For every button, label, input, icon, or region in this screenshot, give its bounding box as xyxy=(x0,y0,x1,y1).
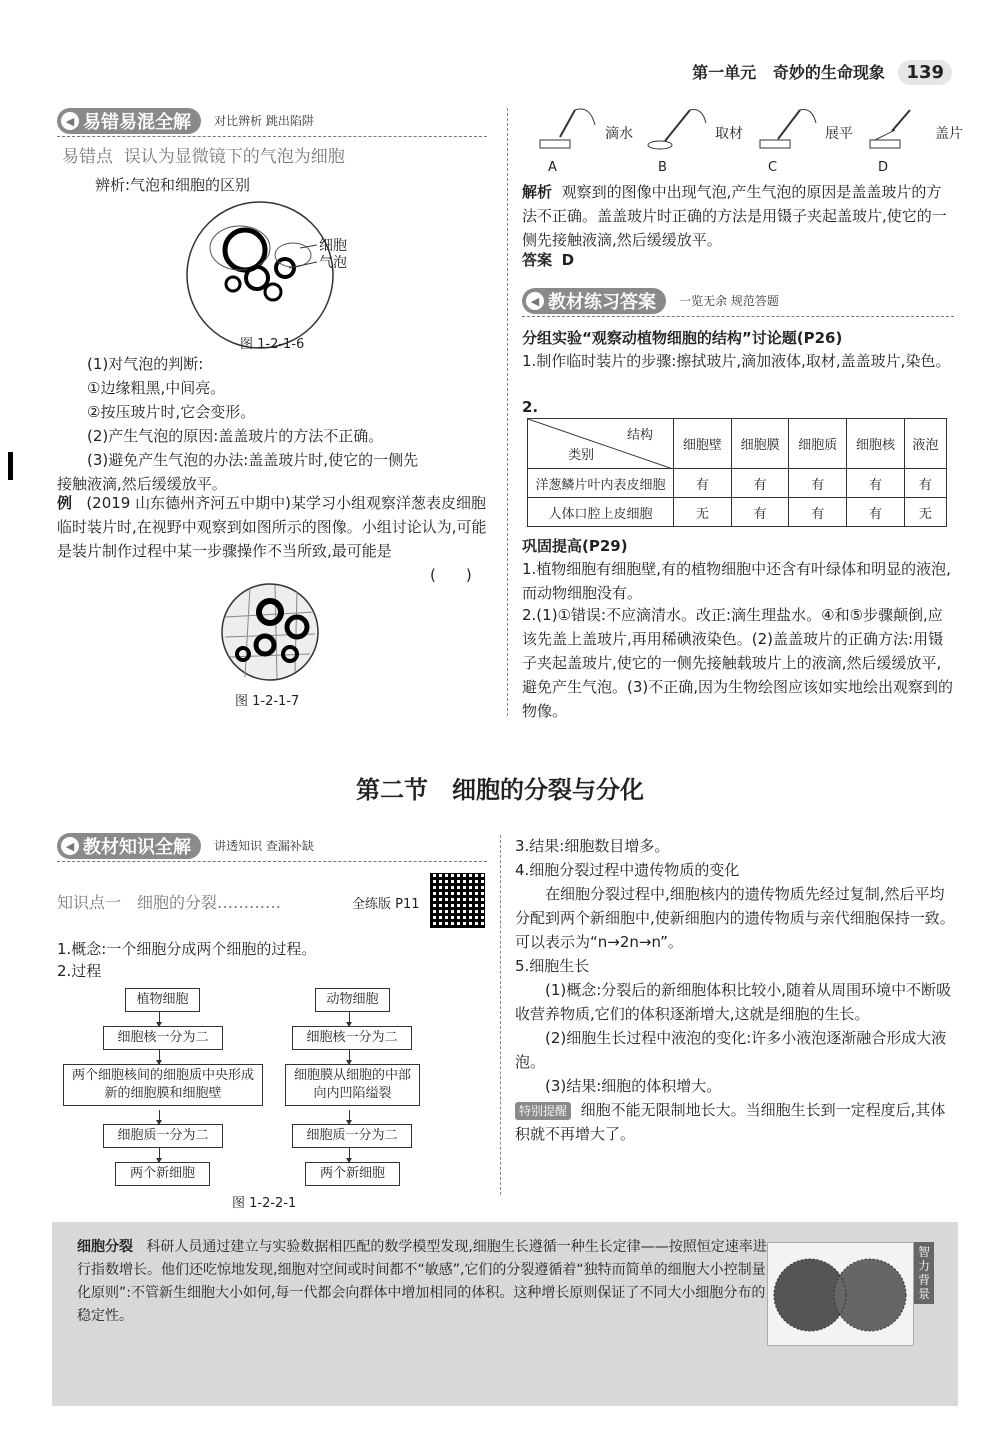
side-tag: 智力背景 xyxy=(914,1242,934,1304)
megaphone-icon: ◀ xyxy=(61,837,79,855)
example-question: 例 (2019 山东德州齐河五中期中)某学习小组观察洋葱表皮细胞临时装片时,在视野中观察到如图所示的图像。小组讨论认为,可能是装片制作过程中某一步骤操作不当所致,最可能是 xyxy=(57,494,487,560)
bubble-notes: (1)对气泡的判断: ①边缘粗黑,中间亮。 ②按压玻片时,它会变形。 (2)产生气泡的原因:盖盖玻片的方法不正确。 (3)避免产生气泡的办法:盖盖玻片时,使它的一侧先 接触液滴,然后缓缓放平。 xyxy=(57,355,419,493)
fig1-caption: 图 1-2-1-6 xyxy=(240,337,305,352)
knowledge-point: 知识点一 细胞的分裂………… xyxy=(57,893,282,912)
label-cell: 细胞 xyxy=(319,238,347,254)
table-header: 细胞核 xyxy=(847,419,905,469)
table-row: 人体口腔上皮细胞 无 有 有 有 无 xyxy=(528,498,947,527)
task-2: 2. xyxy=(522,398,539,416)
table-corner-cell: 结构 类别 xyxy=(528,419,674,469)
textbook-answer-sub: 一览无余 规范答题 xyxy=(679,293,779,308)
analysis-block: 解析 观察到的图像中出现气泡,产生气泡的原因是盖盖玻片的方法不正确。盖盖玻片时正确的方法是用镊子夹起盖玻片,使它的一侧先接触液滴,然后缓缓放平。 xyxy=(522,183,947,249)
animal-step-5: 两个新细胞 xyxy=(305,1162,400,1186)
error-section-bar xyxy=(57,108,487,137)
consolidate-1: 1.植物细胞有细胞壁,有的植物细胞中还含有叶绿体和明显的液泡,而动物细胞没有。 xyxy=(522,560,951,602)
panel-text: 细胞分裂 科研人员通过建立与实验数据相匹配的数学模型发现,细胞生长遵循一种生长定律——按照恒定速率进行指数增长。他们还吃惊地发现,细胞对空间或时间都不“敏感”,它们的分裂遵循着“独特而简单的细胞大小控制量化原则”:不管新生细胞大小如何,每一代都会向群体中增加相同的体积。这种增长原则保证了不同大小细胞分布的稳定性。 xyxy=(77,1239,767,1324)
consolidate-title: 巩固提高(P29) xyxy=(522,537,628,555)
animal-step-3: 细胞膜从细胞的中部向内凹陷缢裂 xyxy=(285,1064,420,1106)
qr-code[interactable] xyxy=(430,873,485,928)
concept-line: 1.概念:一个细胞分成两个细胞的过程。 xyxy=(57,940,317,958)
table-header: 细胞膜 xyxy=(731,419,789,469)
bubble xyxy=(265,284,281,300)
bubble xyxy=(246,267,268,289)
growth-notes: 3.结果:细胞数目增多。 4.细胞分裂过程中遗传物质的变化 在细胞分裂过程中,细胞核内的遗传物质先经过复制,然后平均分配到两个新细胞中,使新细胞内的遗传物质与亲代细胞保持一致。可以表示为“n→2n→n”。 5.细胞生长 (1)概念:分裂后的新细胞体积比较小,随着从周围环境中不断吸收营养物质,它们的体积逐渐增大,这就是细胞的生长。 (2)细胞生长过程中液泡的变化:许多小液泡逐渐融合形成大液泡。 (3)结果:细胞的体积增大。 特别提醒 细胞不能无限制地长大。当细胞生长到一定程度后,其体积就不再增大了。 xyxy=(515,837,955,1143)
plant-step-4: 细胞质一分为二 xyxy=(103,1124,223,1148)
process-line: 2.过程 xyxy=(57,962,102,980)
table-header: 细胞质 xyxy=(789,419,847,469)
bubble xyxy=(225,230,265,270)
chapter-title: 奇妙的生命现象 xyxy=(772,63,885,82)
error-badge: ◀ 易错易混全解 xyxy=(57,108,201,134)
plant-step-3: 两个细胞核间的细胞质中央形成新的细胞膜和细胞壁 xyxy=(63,1064,263,1106)
section-title: 第二节 细胞的分裂与分化 xyxy=(356,776,644,804)
animal-step-2: 细胞核一分为二 xyxy=(292,1026,412,1050)
plant-step-1: 植物细胞 xyxy=(125,988,200,1012)
answer-bracket: ( ) xyxy=(430,566,472,584)
page-number: 139 xyxy=(898,60,952,85)
textbook-answer-bar xyxy=(522,288,954,317)
megaphone-icon: ◀ xyxy=(61,112,79,130)
animal-step-4: 细胞质一分为二 xyxy=(292,1124,412,1148)
plant-step-2: 细胞核一分为二 xyxy=(103,1026,223,1050)
error-badge-sub: 对比辨析 跳出陷阱 xyxy=(214,113,314,128)
unit-label: 第一单元 xyxy=(692,63,757,82)
task-title: 分组实验“观察动植物细胞的结构”讨论题(P26) xyxy=(522,329,843,347)
knowledge-badge-sub: 讲透知识 查漏补缺 xyxy=(214,838,314,853)
bubble-cell-figure xyxy=(185,200,385,350)
column-divider xyxy=(507,108,508,716)
error-point: 易错点 误认为显微镜下的气泡为细胞 xyxy=(62,147,345,167)
step-a: 滴水 A xyxy=(530,105,640,180)
textbook-answer-badge: ◀ 教材练习答案 xyxy=(522,288,666,314)
kp-reference: 全练版 P11 xyxy=(352,897,420,912)
tip-badge: 特别提醒 xyxy=(515,1102,571,1120)
column-divider xyxy=(500,835,501,1195)
structure-table xyxy=(527,418,947,527)
step-c: 展平 C xyxy=(750,105,860,180)
analysis-heading: 辨析:气泡和细胞的区别 xyxy=(95,176,251,194)
answer-line: 答案 D xyxy=(522,251,575,269)
table-row: 洋葱鳞片叶内表皮细胞 有 有 有 有 有 xyxy=(528,469,947,498)
onion-cell-figure xyxy=(215,582,325,682)
steps-figure xyxy=(530,105,963,180)
page-header xyxy=(692,60,952,85)
microscope-field xyxy=(187,202,333,348)
fig3-caption: 图 1-2-2-1 xyxy=(232,1196,297,1211)
task-1: 1.制作临时装片的步骤:擦拭玻片,滴加液体,取材,盖盖玻片,染色。 xyxy=(522,352,951,370)
table-header: 细胞壁 xyxy=(674,419,732,469)
fig2-caption: 图 1-2-1-7 xyxy=(235,694,300,709)
plant-step-5: 两个新细胞 xyxy=(115,1162,210,1186)
margin-mark xyxy=(8,452,13,480)
knowledge-bar xyxy=(57,833,487,862)
step-d: 盖片 D xyxy=(860,105,970,180)
background-panel xyxy=(52,1222,958,1406)
megaphone-icon: ◀ xyxy=(526,292,544,310)
cell-division-photo xyxy=(767,1242,914,1346)
step-b: 取材 B xyxy=(640,105,750,180)
bubble xyxy=(226,277,240,291)
animal-step-1: 动物细胞 xyxy=(315,988,390,1012)
label-bubble: 气泡 xyxy=(319,255,347,271)
table-header: 液泡 xyxy=(904,419,946,469)
knowledge-badge: ◀ 教材知识全解 xyxy=(57,833,201,859)
consolidate-2: 2.(1)①错误:不应滴清水。改正:滴生理盐水。④和⑤步骤颠倒,应该先盖上盖玻片,再用稀碘液染色。(2)盖盖玻片的正确方法:用镊子夹起盖玻片,使它的一侧先接触载玻片上的液滴,然后缓缓放平,避免产生气泡。(3)不正确,因为生物绘图应该如实地绘出观察到的物像。 xyxy=(522,606,954,720)
